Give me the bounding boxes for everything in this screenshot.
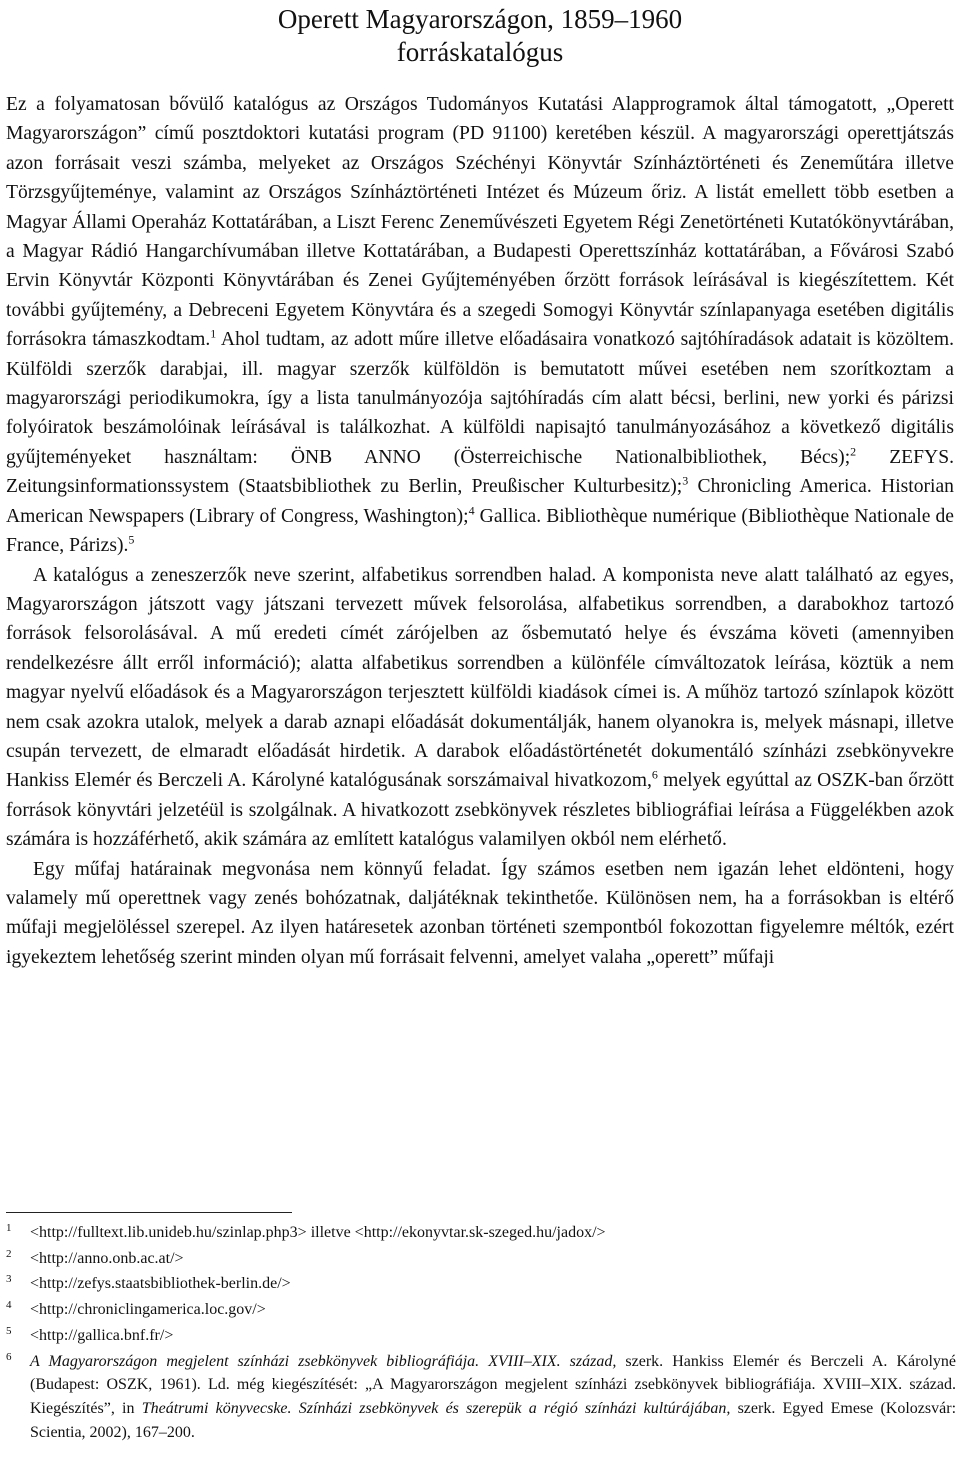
footnote-separator [6,1212,292,1213]
footnote-6-text-2: szerk. Egyed Emese (Kolozsvár: Scientia, 2002), 167–200. [30,1399,957,1441]
footnote-6 [6,1350,956,1445]
footnote-6-italic-title-2: Theátrumi könyvecske. Színházi zsebkönyvek és szerepük a régió színházi kultúrájában, [141,1399,731,1417]
footnote-4-number: 4 [6,1299,12,1312]
footnote-1-number: 1 [6,1222,12,1234]
footnote-6-text [30,1350,956,1445]
document-title-line1: Operett Magyarországon, 1859–1960 [277,4,683,34]
footnote-2-number: 2 [6,1247,12,1260]
footnote-1 [6,1221,956,1247]
footnote-4-text: <http://chroniclingamerica.loc.gov/> [30,1301,266,1319]
paragraph-1 [6,90,954,561]
paragraph-2-text-a: A katalógus a zeneszerzők neve szerint, alfabetikus sorrendben halad. A komponista neve alatt található az egyes, Magyarországon játszott vagy játszani tervezett művek felsorolása, alfabetikus sorrendben, a darabokhoz tartozó források felsorolásával. A mű eredeti címét zárójelben az ősbemutató helye és évszáma követi (amennyiben rendelkezésre állt erről információ); alatta alfabetikus sorrendben a különféle címváltozatok leírása, köztük a nem magyar nyelvű előadások és a Magyarországon terjesztett külföldi kiadások címei is. A műhöz tartozó színlapok között nem csak azokra utalok, melyek a darab aznapi előadását dokumentálják, hanem olyanokra is, melyek másnapi, illetve csupán tervezett, de elmaradt előadását hirdetik. A darabok előadástörténetét dokumentáló színházi zsebkönyvekre Hankiss Elemér és Berczeli A. Károlyné katalógusának sorszámaival hivatkozom, [6,564,954,792]
footnotes [6,1221,956,1444]
footnote-3 [6,1272,956,1298]
paragraph-1-text-c: ZEFYS. Zeitungsinformationssystem (Staatsbibliothek zu Berlin, Preußischer Kulturbesitz); [6,446,954,498]
paragraph-1-text-b: Ahol tudtam, az adott műre illetve előadásaira vonatkozó sajtóhíradások adatait is közöltem. Külföldi szerzők darabjai, ill. magyar szerzők külföldön is bemutatott művei esetében nem szorítkoztam a magyarországi periodikumokra, így a lista tanulmányozója sajtóhíradás cím alatt bécsi, berlini, new yorki és párizsi folyóiratok beszámolóinak leírásával is találkozhat. A külföldi napisajtó tanulmányozásához a következő digitális gyűjteményeket használtam: ÖNB ANNO (Österreichische Nationalbibliothek, Bécs); [6,329,954,468]
body-text [6,90,954,972]
paragraph-2-text-b: melyek egyúttal az OSZK-ban őrzött források könyvtári jelzetéül is szolgálnak. A hivatkozott zsebkönyvek részletes bibliográfiai leírása a Függelékben azok számára is hozzáférhető, akik számára az említett katalógus valamilyen okból nem elérhető. [6,770,954,851]
footnote-6-number: 6 [6,1350,12,1363]
paragraph-1-text-e: Gallica. Bibliothèque numérique (Bibliothèque Nationale de France, Párizs). [6,505,954,557]
footnote-2 [6,1247,956,1273]
paragraph-1-text-d: Chronicling America. Historian American Newspapers (Library of Congress, Washington); [6,476,954,527]
footnote-ref-5: 5 [128,532,135,547]
footnote-ref-3: 3 [682,473,689,488]
footnote-ref-6: 6 [651,767,658,782]
paragraph-2 [6,561,954,855]
footnote-5 [6,1324,956,1350]
footnote-ref-2: 2 [850,444,857,459]
paragraph-3: Egy műfaj határainak megvonása nem könnyű feladat. Így számos esetben nem igazán lehet eldönteni, hogy valamely mű operettnek vagy zenés bohózatnak, daljátéknak tekinthetőe. Különösen nem, ha a forrásokban is eltérő műfaji megjelöléssel szerepel. Az ilyen határesetek azonban történeti szempontból fokozottan figyelemre méltók, ezért igyekeztem lehetőség szerint minden olyan mű forrásait felvenni, amelyet valaha „operett” műfaji [6,858,954,968]
footnote-ref-1: 1 [210,326,217,341]
footnote-5-number: 5 [6,1324,12,1337]
paragraph-1-text-a: Ez a folyamatosan bővülő katalógus az Országos Tudományos Kutatási Alapprogramok által támogatott, „Operett Magyarországon” című posztdoktori kutatási program (PD 91100) keretében készül. A magyarországi operettjátszás azon forrásait veszi számba, melyeket az Országos Széchényi Könyvtár Színháztörténeti és Zeneműtára illetve Törzsgyűjteménye, valamint az Országos Színháztörténeti Intézet és Múzeum őriz. A listát emellett több esetben a Magyar Állami Operaház Kottatárában, a Liszt Ferenc Zeneművészeti Egyetem Régi Zenetörténeti Kutatókönyvtárában, a Magyar Rádió Hangarchívumában illetve Kottatárában, a Budapesti Operettszínház kottatárában, a Fővárosi Szabó Ervin Könyvtár Központi Könyvtárában és Zenei Gyűjteményében őrzött források leírásával is kiegészítettem. Két további gyűjtemény, a Debreceni Egyetem Könyvtára és a szegedi Somogyi Könyvtár színlapanyaga esetében digitális forrásokra támaszkodtam. [6,94,954,351]
footnote-6-text-1: szerk. Hankiss Elemér és Berczeli A. Károlyné (Budapest: OSZK, 1961). Ld. még kiegészítését: „A Magyarországon megjelent színházi zsebkönyvek bibliográfiája. XVIII–XIX. század. Kiegészítés”, in [30,1352,956,1417]
footnote-4 [6,1298,956,1324]
footnote-ref-4: 4 [468,503,475,518]
footnote-6-italic-title-1: A Magyarországon megjelent színházi zsebkönyvek bibliográfiája. XVIII–XIX. század, [30,1352,617,1370]
document-title-line2: forráskatalógus [396,37,564,67]
footnote-5-text: <http://gallica.bnf.fr/> [30,1326,174,1344]
footnote-2-text: <http://anno.onb.ac.at/> [30,1249,184,1267]
footnote-3-number: 3 [6,1273,12,1286]
footnote-1-text: <http://fulltext.lib.unideb.hu/szinlap.php3> illetve <http://ekonyvtar.sk-szeged.hu/jadox/> [30,1224,606,1241]
footnote-3-text: <http://zefys.staatsbibliothek-berlin.de/> [30,1275,291,1293]
